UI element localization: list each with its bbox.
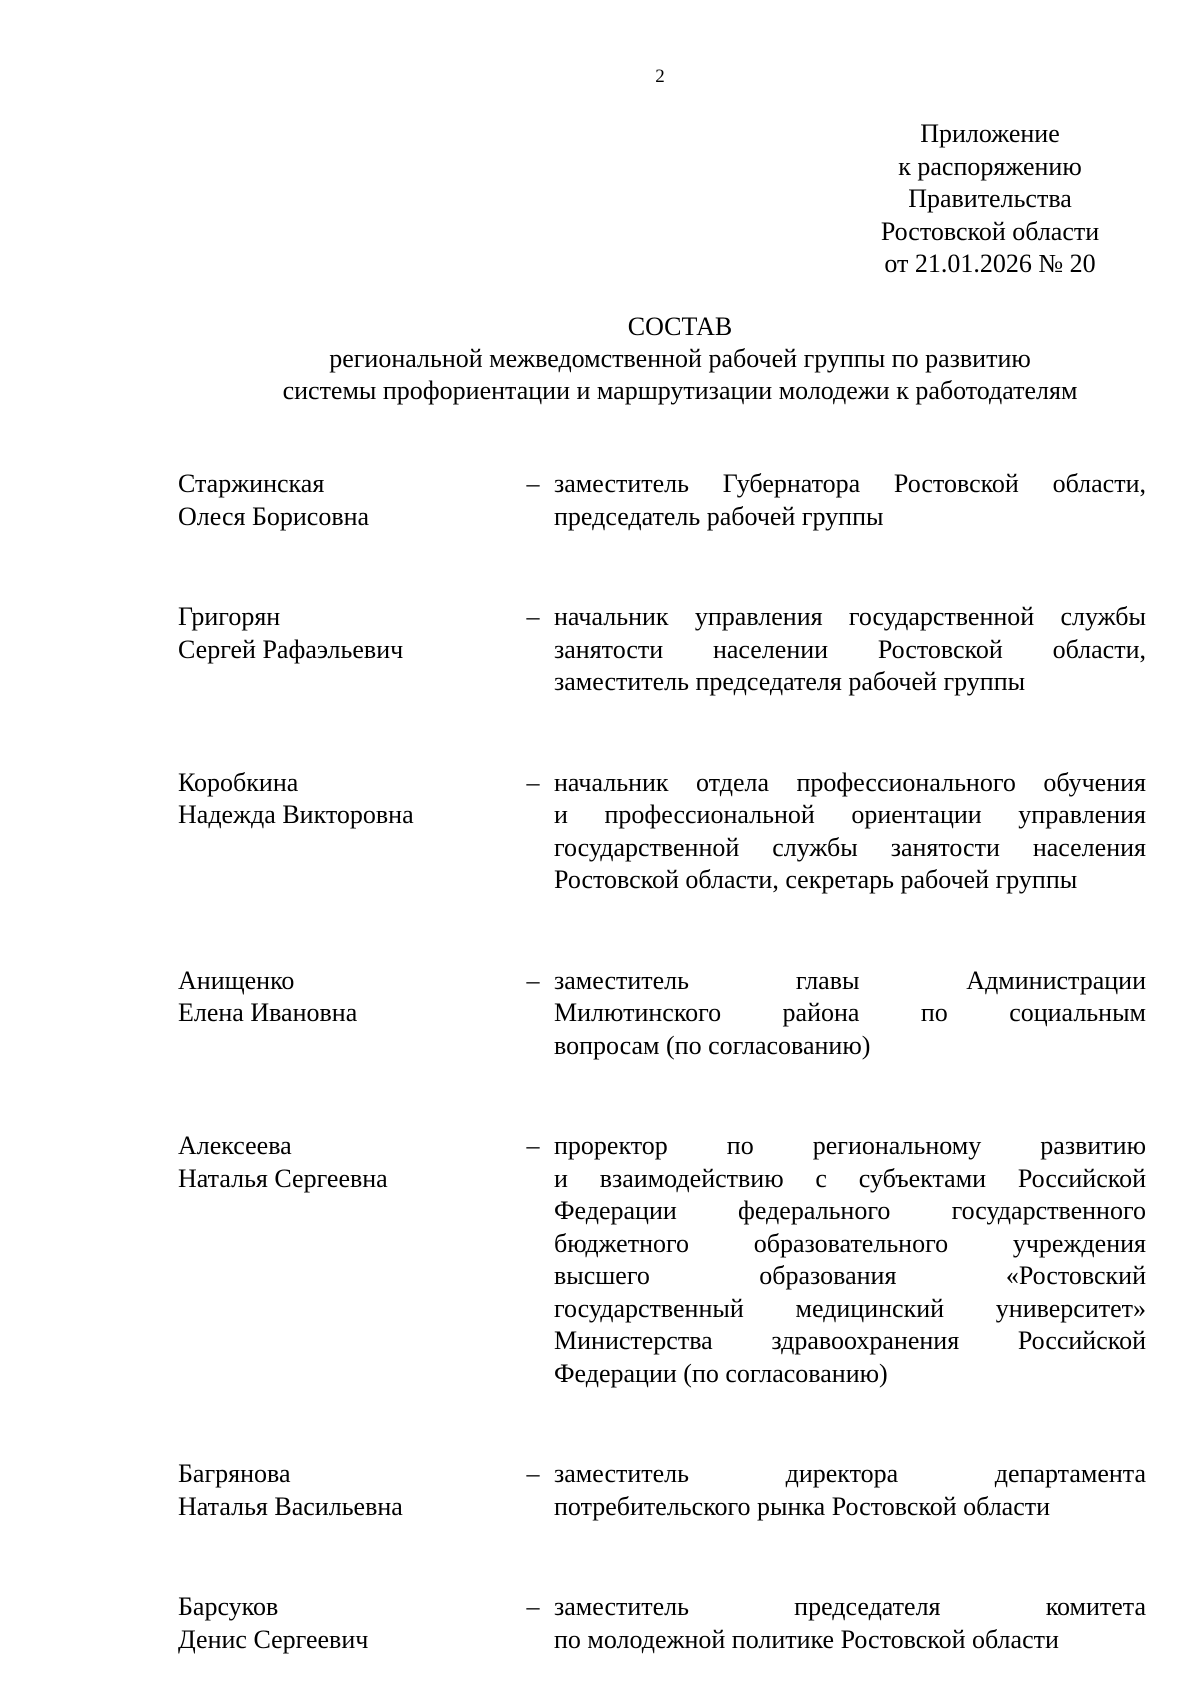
- member-position-line: потребительского рынка Ростовской области: [554, 1491, 1051, 1521]
- member-dash: –: [526, 767, 540, 797]
- member-position-line: по молодежной политике Ростовской области: [554, 1624, 1059, 1654]
- appendix-line: к распоряжению: [898, 151, 1082, 181]
- document-title: [160, 311, 1200, 407]
- member-position-line: и профессиональной ориентации управления: [554, 800, 1146, 829]
- member-given-names: Наталья Сергеевна: [178, 1163, 388, 1193]
- appendix-line: от 21.01.2026 № 20: [884, 249, 1096, 278]
- member-position-line: бюджетного образовательного учреждения: [554, 1228, 1146, 1258]
- member-position-line: Министерства здравоохранения Российской: [554, 1326, 1146, 1355]
- member-position: [554, 1130, 1146, 1390]
- member-entry: [178, 1130, 1148, 1390]
- member-surname: Багрянова: [178, 1459, 291, 1488]
- member-given-names: Сергей Рафаэльевич: [178, 634, 404, 664]
- member-position-line: Федерации федерального государственного: [554, 1196, 1146, 1225]
- member-position-line: занятости населении Ростовской области,: [554, 634, 1146, 664]
- member-given-names: Елена Ивановна: [178, 998, 358, 1027]
- member-entry: [178, 468, 1148, 533]
- title-line: региональной межведомственной рабочей группы по развитию: [329, 344, 1031, 373]
- member-given-names: Наталья Васильевна: [178, 1491, 403, 1521]
- member-entry: [178, 601, 1148, 699]
- member-position: [554, 601, 1146, 699]
- member-given-names: Надежда Викторовна: [178, 800, 414, 829]
- appendix-block: [820, 118, 1160, 281]
- title-heading: СОСТАВ: [627, 312, 733, 341]
- member-position-line: заместитель главы Администрации: [554, 965, 1146, 995]
- member-dash: –: [526, 965, 540, 995]
- member-dash: –: [526, 602, 540, 631]
- member-surname: Коробкина: [178, 767, 299, 797]
- member-dash: –: [526, 1592, 540, 1621]
- member-entry: [178, 965, 1148, 1063]
- member-position-line: государственный медицинский университет»: [554, 1293, 1146, 1323]
- member-position: [554, 1458, 1146, 1523]
- member-position-line: Ростовской области, секретарь рабочей группы: [554, 865, 1078, 894]
- member-surname: Барсуков: [178, 1592, 279, 1621]
- member-position-line: заместитель председателя рабочей группы: [554, 667, 1026, 696]
- member-position-line: проректор по региональному развитию: [554, 1131, 1146, 1160]
- member-name: [178, 601, 518, 666]
- appendix-line: Правительства: [908, 184, 1072, 213]
- member-position-line: Милютинского района по социальным: [554, 998, 1146, 1027]
- members-list: [178, 468, 1148, 1656]
- member-position-line: вопросам (по согласованию): [554, 1030, 871, 1060]
- member-surname: Григорян: [178, 602, 281, 631]
- member-surname: Алексеева: [178, 1131, 292, 1160]
- member-position: [554, 1591, 1146, 1656]
- member-position-line: начальник отдела профессионального обучения: [554, 767, 1146, 797]
- member-surname: Старжинская: [178, 469, 325, 498]
- member-position-line: заместитель Губернатора Ростовской области,: [554, 469, 1146, 498]
- member-position: [554, 767, 1146, 897]
- member-position-line: начальник управления государственной службы: [554, 602, 1146, 631]
- member-name: [178, 965, 518, 1030]
- member-position: [554, 468, 1146, 533]
- member-position-line: Федерации (по согласованию): [554, 1358, 888, 1388]
- member-entry: [178, 1591, 1148, 1656]
- member-position: [554, 965, 1146, 1063]
- member-name: [178, 468, 518, 533]
- member-position-line: заместитель директора департамента: [554, 1459, 1146, 1488]
- appendix-line: Приложение: [920, 119, 1060, 148]
- member-name: [178, 1458, 518, 1523]
- title-line: системы профориентации и маршрутизации молодежи к работодателям: [282, 376, 1078, 405]
- member-dash: –: [526, 469, 540, 498]
- member-position-line: председатель рабочей группы: [554, 501, 884, 531]
- member-name: [178, 1130, 518, 1195]
- member-surname: Анищенко: [178, 965, 295, 995]
- member-entry: [178, 1458, 1148, 1523]
- member-dash: –: [526, 1131, 540, 1160]
- member-given-names: Денис Сергеевич: [178, 1624, 369, 1654]
- appendix-line: Ростовской области: [880, 216, 1100, 246]
- member-name: [178, 1591, 518, 1656]
- member-position-line: и взаимодействию с субъектами Российской: [554, 1163, 1146, 1193]
- member-position-line: государственной службы занятости населения: [554, 832, 1146, 862]
- member-given-names: Олеся Борисовна: [178, 501, 370, 531]
- member-name: [178, 767, 518, 832]
- member-position-line: заместитель председателя комитета: [554, 1592, 1146, 1621]
- page-number: 2: [655, 66, 665, 87]
- member-position-line: высшего образования «Ростовский: [554, 1261, 1146, 1290]
- member-dash: –: [526, 1459, 540, 1488]
- member-entry: [178, 767, 1148, 897]
